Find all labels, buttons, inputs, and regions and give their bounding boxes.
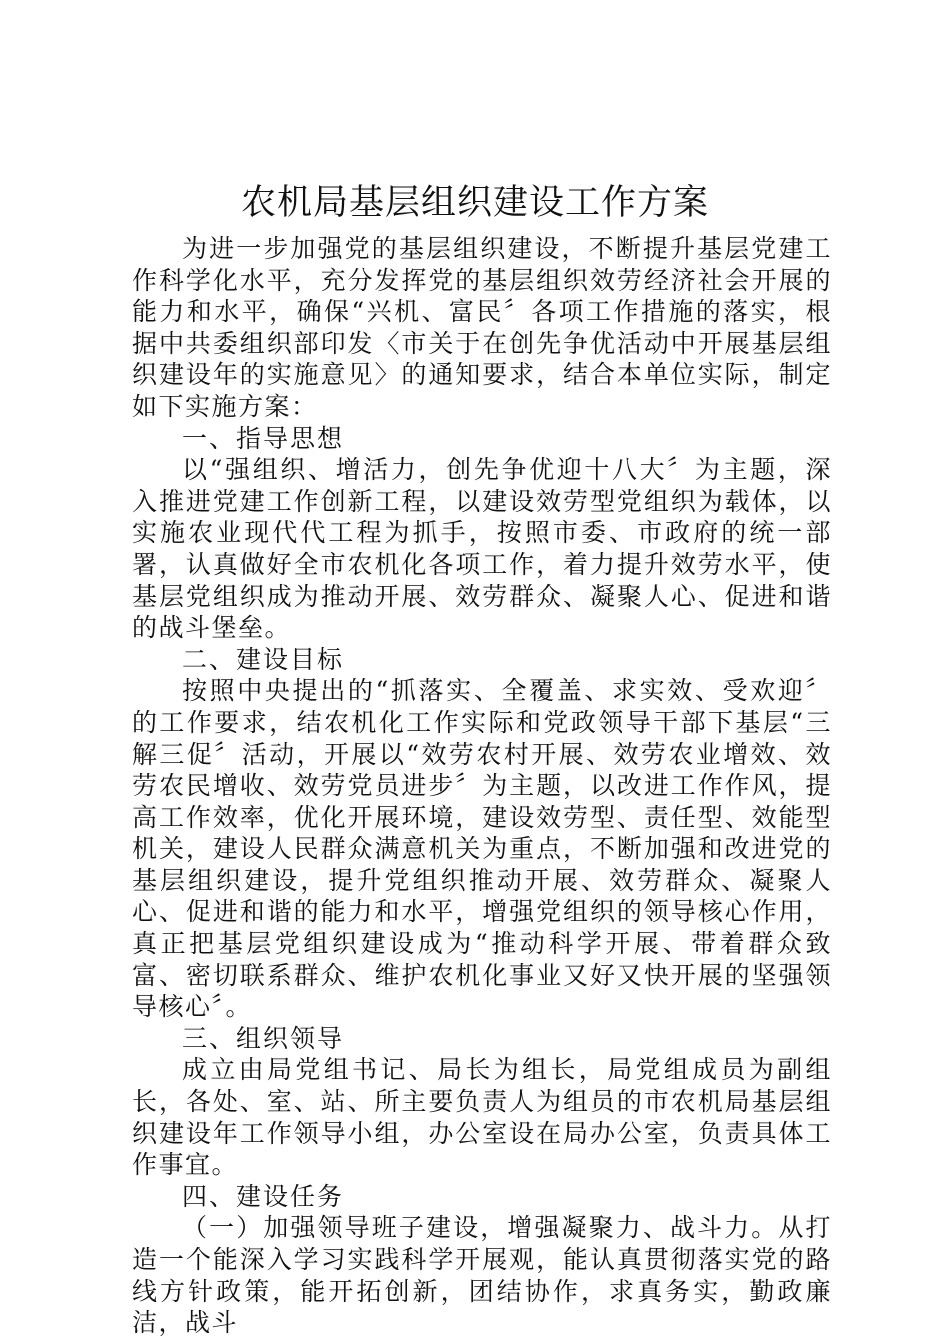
construction-goals-paragraph: 按照中央提出的“抓落实、全覆盖、求实效、受欢迎〞的工作要求，结农机化工作实际和党政领导干部下基层“三解三促〞活动，开展以“效劳农村开展、效劳农业增效、效劳农民增收、效劳党员进步〞为主题，以改进工作作风，提高工作效率，优化开展环境，建设效劳型、责任型、效能型机关，建设人民群众满意机关为重点，不断加强和改进党的基层组织建设，提升党组织推动开展、效劳群众、凝聚人心、促进和谐的能力和水平，增强党组织的领导核心作用，真正把基层党组织建设成为“推动科学开展、带着群众致富、密切联系群众、维护农机化事业又好又快开展的坚强领导核心〞。 [132,676,832,1022]
document-title: 农机局基层组织建设工作方案 [240,183,709,223]
section-heading-construction-goals: 二、建设目标 [182,644,345,674]
guiding-ideology-paragraph: 以“强组织、增活力，创先争优迎十八大〞为主题，深入推进党建工作创新工程，以建设效劳型党组织为载体，以实施农业现代代工程为抓手，按照市委、市政府的统一部署，认真做好全市农机化各项工作，着力提升效劳水平，使基层党组织成为推动开展、效劳群众、凝聚人心、促进和谐的战斗堡垒。 [132,455,832,643]
section-heading-guiding-ideology: 一、指导思想 [182,423,345,453]
organizational-leadership-paragraph: 成立由局党组书记、局长为组长，局党组成员为副组长，各处、室、站、所主要负责人为组员的市农机局基层组织建设年工作领导小组，办公室设在局办公室，负责具体工作事宜。 [132,1055,832,1180]
section-heading-organizational-leadership: 三、组织领导 [182,1023,345,1053]
section-heading-construction-tasks: 四、建设任务 [182,1181,345,1211]
document-body [132,233,832,1339]
construction-tasks-paragraph: （一）加强领导班子建设，增强凝聚力、战斗力。从打造一个能深入学习实践科学开展观，能认真贯彻落实党的路线方针政策，能开拓创新，团结协作，求真务实，勤政廉洁，战斗 [132,1213,832,1338]
intro-paragraph: 为进一步加强党的基层组织建设，不断提升基层党建工作科学化水平，充分发挥党的基层组织效劳经济社会开展的能力和水平，确保“兴机、富民〞各项工作措施的落实，根据中共委组织部印发〈市关于在创先争优活动中开展基层组织建设年的实施意见〉的通知要求，结合本单位实际，制定如下实施方案： [132,234,832,421]
